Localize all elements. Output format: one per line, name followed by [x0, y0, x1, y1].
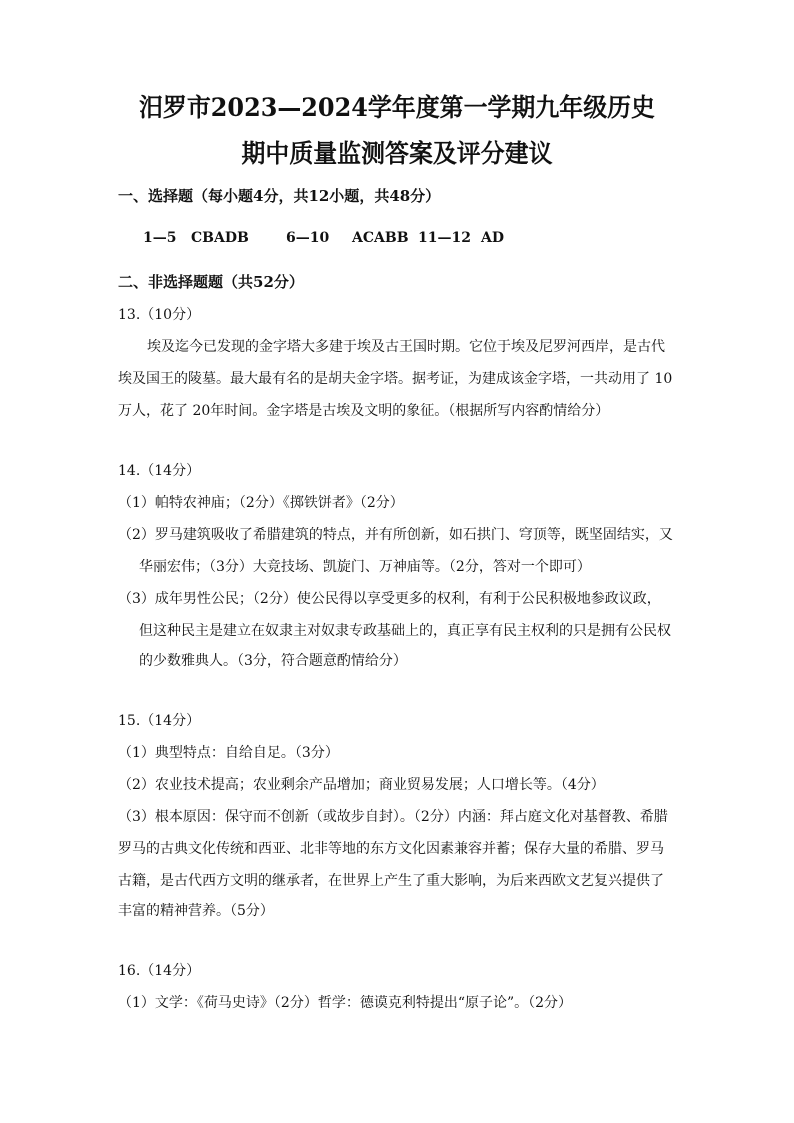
q14-line-3: 华丽宏伟；（3分）大竞技场、凯旋门、万神庙等。（2分，答对一个即可）	[139, 559, 591, 575]
answer-letters-2: ACABB	[352, 230, 409, 246]
title-line-1: 汨罗市2023—2024学年度第一学期九年级历史	[138, 93, 655, 122]
q15-line-4: 罗马的古典文化传统和西亚、北非等地的东方文化因素兼容并蓄；保存大量的希腊、罗马	[118, 841, 664, 857]
q15-line-3: （3）根本原因：保守而不创新（或故步自封）。（2分）内涵：拜占庭文化对基督教、希腊	[118, 809, 668, 825]
q15-line-1: （1）典型特点：自给自足。（3分）	[118, 745, 339, 761]
q14-line-6: 的少数雅典人。（3分，符合题意酌情给分）	[139, 653, 407, 669]
q15-line-2: （2）农业技术提高；农业剩余产品增加；商业贸易发展；人口增长等。（4分）	[118, 777, 605, 793]
q13-label: 13.（10分）	[118, 307, 201, 323]
answer-letters-3: AD	[481, 230, 505, 246]
q13-line-2: 埃及国王的陵墓。最大最有名的是胡夫金字塔。据考证，为建成该金字塔，一共动用了 10	[118, 371, 673, 387]
answer-letters-1: CBADB	[191, 230, 249, 246]
q14-line-1: （1）帕特农神庙；（2分）《掷铁饼者》（2分）	[118, 495, 404, 511]
answer-range-3: 11—12	[418, 230, 471, 246]
q13-line-3: 万人，花了 20年时间。金字塔是古埃及文明的象征。（根据所写内容酌情给分）	[118, 403, 610, 419]
title-line-2: 期中质量监测答案及评分建议	[241, 139, 553, 168]
q15-line-5: 古籍，是古代西方文明的继承者，在世界上产生了重大影响，为后来西欧文艺复兴提供了	[118, 873, 664, 889]
section-1-heading: 一、选择题（每小题4分，共12小题，共48分）	[118, 187, 441, 205]
q16-line-1: （1）文学：《荷马史诗》（2分）哲学：德谟克利特提出“原子论”。（2分）	[118, 995, 573, 1011]
answer-range-2: 6—10	[286, 230, 330, 246]
q14-line-5: 但这种民主是建立在奴隶主对奴隶专政基础上的，真正享有民主权利的只是拥有公民权	[139, 623, 671, 639]
q14-label: 14.（14分）	[118, 463, 201, 479]
q14-line-2: （2）罗马建筑吸收了希腊建筑的特点，并有所创新，如石拱门、穹顶等，既坚固结实，又	[118, 527, 673, 543]
q14-line-4: （3）成年男性公民；（2分）使公民得以享受更多的权利，有利于公民积极地参政议政，	[118, 591, 661, 607]
answer-range-1: 1—5	[143, 230, 177, 246]
section-2-heading: 二、非选择题题（共52分）	[118, 273, 304, 291]
q15-label: 15.（14分）	[118, 713, 201, 729]
q16-label: 16.（14分）	[118, 963, 201, 979]
q13-line-1: 埃及迄今已发现的金字塔大多建于埃及古王国时期。它位于埃及尼罗河西岸，是古代	[147, 339, 665, 355]
q15-line-6: 丰富的精神营养。（5分）	[118, 903, 274, 919]
